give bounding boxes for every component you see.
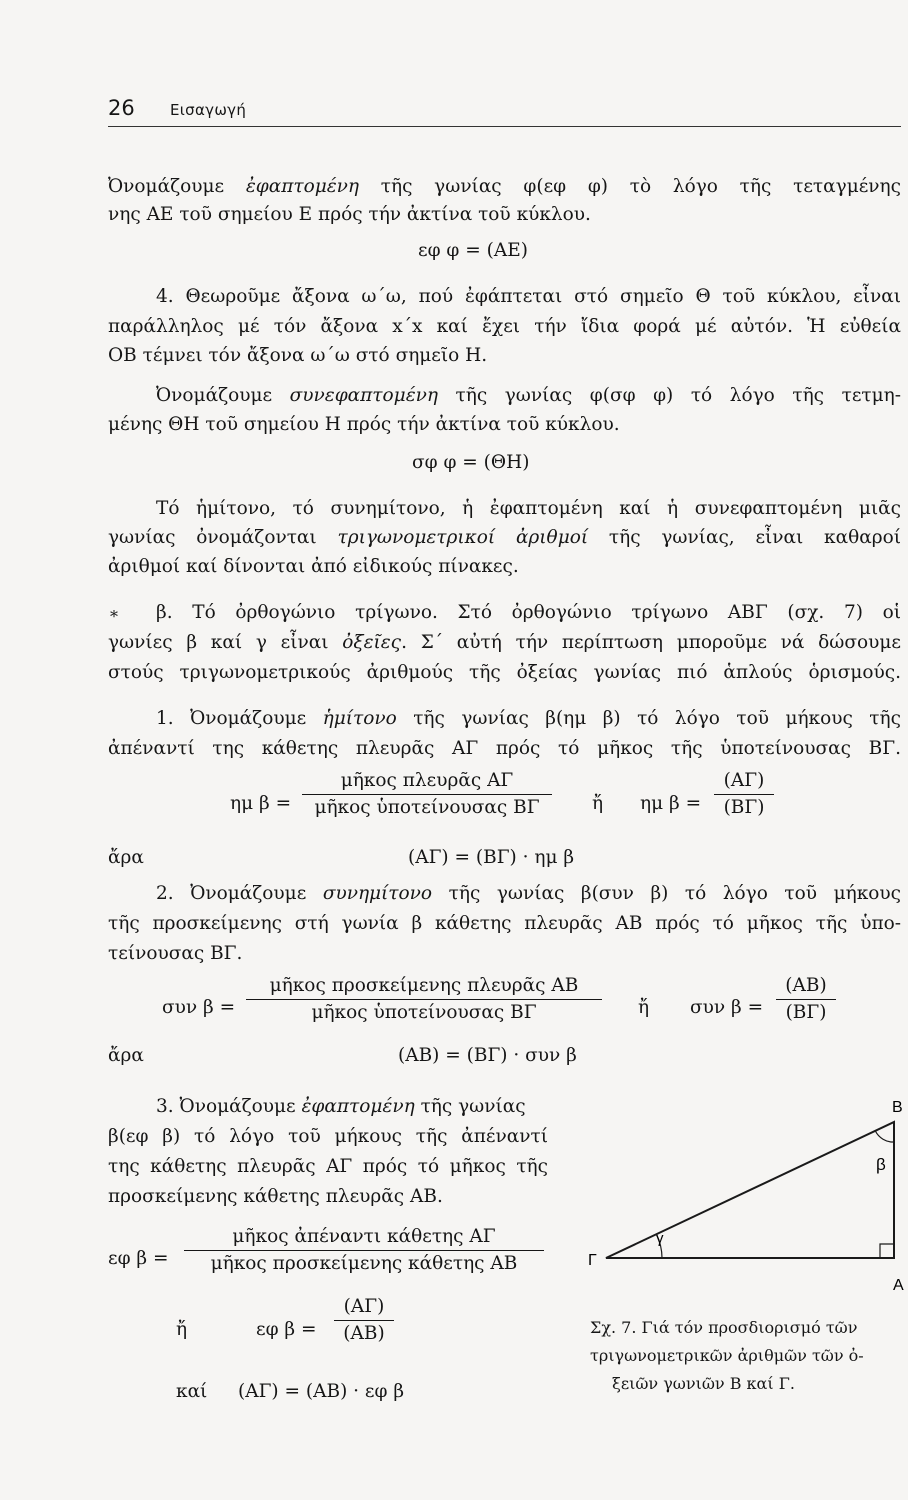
sine-or: ἤ — [592, 793, 604, 814]
running-title: Εισαγωγή — [170, 101, 247, 119]
tangent-denominator-2: (ΑΒ) — [343, 1323, 385, 1344]
tangent-def-line-2: νης ΑΕ τοῦ σημείου Ε πρός τήν ἀκτίνα τοῦ κύκλου. — [108, 204, 591, 225]
cotangent-def-line-2: μένης ΘΗ τοῦ σημείου Η πρός τήν ἀκτίνα τοῦ κύκλου. — [108, 414, 620, 435]
section-b-line-1: β. Τό ὀρθογώνιο τρίγωνο. Στό ὀρθογώνιο τρίγωνο ΑΒΓ (σχ. 7) οἱ — [156, 602, 901, 623]
cosine-line-3: τείνουσας ΒΓ. — [108, 943, 243, 964]
sine-numerator-2: (ΑΓ) — [714, 770, 774, 795]
angle-beta-arc — [875, 1131, 894, 1142]
sine-denominator-2: (ΒΓ) — [723, 797, 765, 818]
tangent-fraction-2 — [334, 1296, 394, 1345]
cosine-lhs: συν β = — [162, 997, 236, 1018]
tangent-line-1: 3. Ὀνομάζουμε ἐφαπτομένη τῆς γωνίας — [156, 1096, 526, 1117]
cotangent-formula: σφ φ = (ΘΗ) — [412, 452, 530, 473]
cosine-ara: ἄρα — [108, 1045, 144, 1066]
tangent-or: ἤ — [176, 1319, 188, 1340]
sine-result: (ΑΓ) = (ΒΓ) · ημ β — [408, 847, 575, 868]
figure-caption-line-3: ξειῶν γωνιῶν Β καί Γ. — [612, 1374, 795, 1393]
header-rule — [108, 126, 901, 127]
item4-line-2: παράλληλος μέ τόν ἄξονα x΄x καί ἔχει τήν ἴδια φορά μέ αὐτόν. Ἡ εὐθεία — [108, 316, 901, 337]
triangle-shape — [606, 1122, 894, 1258]
cosine-numerator: μῆκος προσκείμενης πλευρᾶς ΑΒ — [246, 975, 602, 1000]
tangent-numerator-2: (ΑΓ) — [334, 1296, 394, 1321]
item4-line-3: ΟΒ τέμνει τόν ἄξονα ω΄ω στό σημεῖο Η. — [108, 345, 488, 366]
label-G: Γ — [588, 1252, 597, 1269]
label-gamma: γ — [656, 1230, 664, 1247]
page-number: 26 — [108, 96, 135, 120]
cosine-result: (ΑΒ) = (ΒΓ) · συν β — [398, 1045, 577, 1066]
tangent-lhs-2: εφ β = — [256, 1319, 317, 1340]
right-angle-mark — [880, 1244, 894, 1258]
cosine-numerator-2: (ΑΒ) — [776, 975, 836, 1000]
summary-line-2: γωνίας ὀνομάζονται τριγωνομετρικοί ἀριθμοί τῆς γωνίας, εἶναι καθαροί — [108, 527, 901, 548]
sine-ara: ἄρα — [108, 847, 144, 868]
section-b-line-3: στούς τριγωνομετρικούς ἀριθμούς τῆς ὀξείας γωνίας πιό ἁπλούς ὁρισμούς. — [108, 662, 901, 683]
star-marker: * — [110, 607, 118, 626]
figure-caption-line-2: τριγωνομετρικῶν ἀριθμῶν τῶν ὀ- — [590, 1346, 864, 1365]
cosine-or: ἤ — [638, 997, 650, 1018]
section-b-line-2: γωνίες β καί γ εἶναι ὀξεῖες. Σ΄ αὐτή τήν περίπτωση μποροῦμε νά δώσουμε — [108, 632, 901, 653]
tangent-denominator: μῆκος προσκείμενης κάθετης ΑΒ — [210, 1253, 518, 1274]
cosine-line-2: τῆς προσκείμενης στή γωνία β κάθετης πλευρᾶς ΑΒ πρός τό μῆκος τῆς ὑπο- — [108, 913, 901, 934]
cosine-lhs-2: συν β = — [690, 997, 764, 1018]
label-beta: β — [876, 1155, 886, 1174]
cosine-denominator: μῆκος ὑποτείνουσας ΒΓ — [311, 1002, 537, 1023]
summary-line-1: Τό ἡμίτονο, τό συνημίτονο, ἡ ἐφαπτομένη καί ἡ συνεφαπτομένη μιᾶς — [156, 498, 901, 519]
tangent-formula: εφ φ = (ΑΕ) — [418, 240, 528, 261]
sine-numerator: μῆκος πλευρᾶς ΑΓ — [302, 770, 552, 795]
tangent-line-4: προσκείμενης κάθετης πλευρᾶς ΑΒ. — [108, 1186, 443, 1207]
label-A: Α — [893, 1277, 904, 1294]
sine-line-1: 1. Ὀνομάζουμε ἡμίτονο τῆς γωνίας β(ημ β) τό λόγο τοῦ μήκους τῆς — [156, 708, 901, 729]
tangent-line-3: της κάθετης πλευρᾶς ΑΓ πρός τό μῆκος τῆς — [108, 1156, 548, 1177]
sine-fraction-2 — [714, 770, 774, 819]
sine-fraction — [302, 770, 552, 819]
item4-line-1: 4. Θεωροῦμε ἄξονα ω΄ω, πού ἐφάπτεται στό σημεῖο Θ τοῦ κύκλου, εἶναι — [156, 286, 901, 307]
tangent-def-line-1: Ὀνομάζουμε ἐφαπτομένη τῆς γωνίας φ(εφ φ) τὸ λόγο τῆς τεταγμένης — [108, 176, 901, 197]
summary-line-3: ἀριθμοί καί δίνονται ἀπό εἰδικούς πίνακες. — [108, 556, 519, 577]
cotangent-def-line-1: Ὀνομάζουμε συνεφαπτομένη τῆς γωνίας φ(σφ φ) τό λόγο τῆς τετμη- — [156, 385, 901, 406]
tangent-numerator: μῆκος ἀπέναντι κάθετης ΑΓ — [184, 1226, 544, 1251]
label-B: Β — [892, 1099, 903, 1116]
tangent-kai: καί — [176, 1381, 208, 1402]
figure-caption-line-1: Σχ. 7. Γιά τόν προσδιορισμό τῶν — [590, 1318, 858, 1337]
sine-lhs-2: ημ β = — [640, 793, 702, 814]
tangent-fraction — [184, 1226, 544, 1275]
right-triangle-figure — [570, 1090, 908, 1310]
cosine-line-1: 2. Ὀνομάζουμε συνημίτονο τῆς γωνίας β(συν β) τό λόγο τοῦ μήκους — [156, 883, 901, 904]
cosine-fraction-2 — [776, 975, 836, 1024]
tangent-line-2: β(εφ β) τό λόγο τοῦ μήκους τῆς ἀπέναντί — [108, 1126, 548, 1147]
sine-denominator: μῆκος ὑποτείνουσας ΒΓ — [314, 797, 540, 818]
sine-lhs: ημ β = — [230, 793, 292, 814]
tangent-result: (ΑΓ) = (ΑΒ) · εφ β — [238, 1381, 405, 1402]
cosine-denominator-2: (ΒΓ) — [785, 1002, 827, 1023]
tangent-lhs: εφ β = — [108, 1248, 169, 1269]
cosine-fraction — [246, 975, 602, 1024]
sine-line-2: ἀπέναντί της κάθετης πλευρᾶς ΑΓ πρός τό μῆκος τῆς ὑποτείνουσας ΒΓ. — [108, 738, 901, 759]
